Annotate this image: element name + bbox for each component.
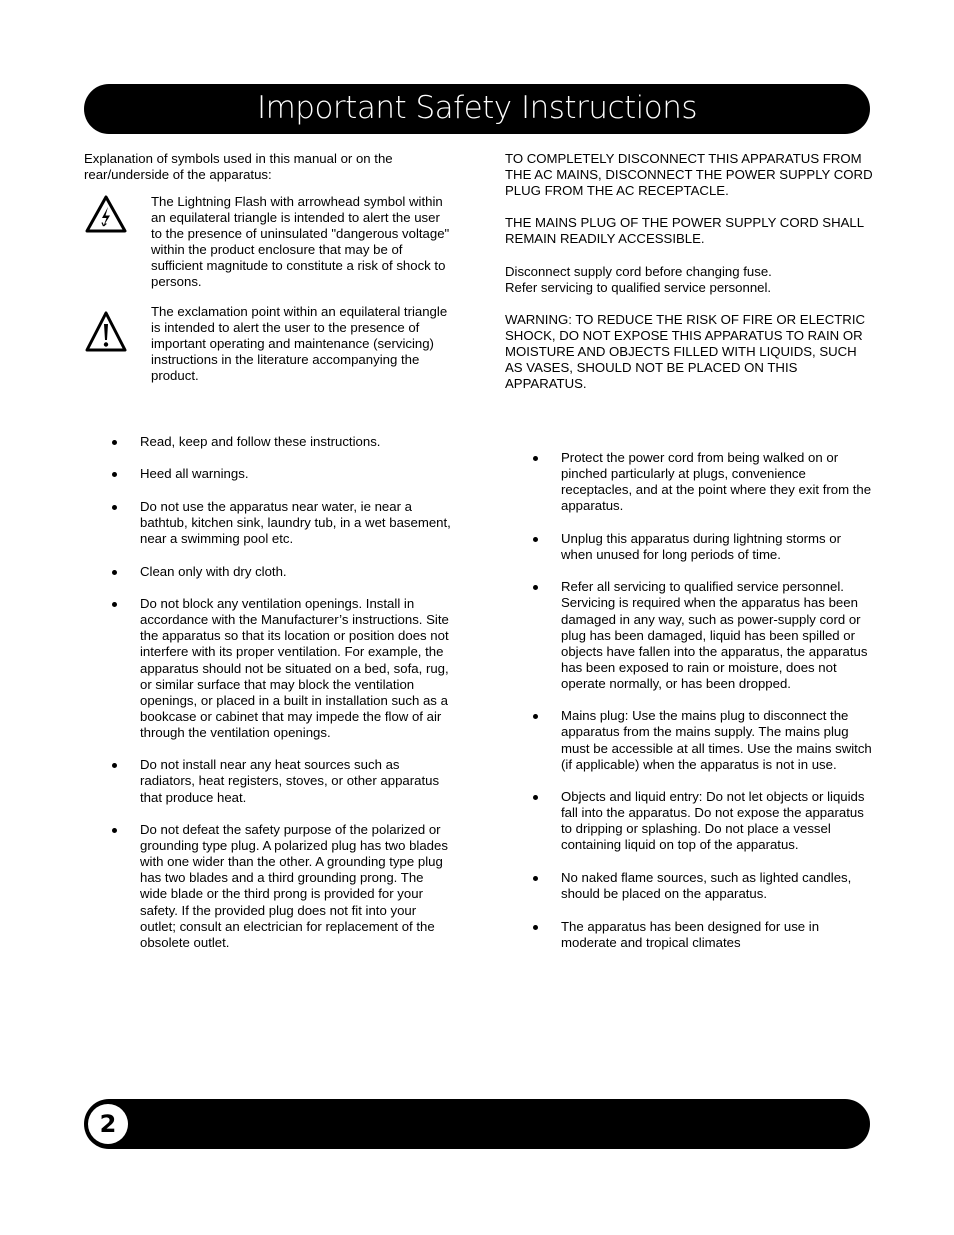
list-item: Protect the power cord from being walked on or pinched particularly at plugs, convenience receptacles, and at the point where they exit from the apparatus. [533,450,873,514]
bullet-icon [533,456,538,461]
fire-shock-warning: WARNING: TO REDUCE THE RISK OF FIRE OR ELECTRIC SHOCK, DO NOT EXPOSE THIS APPARATUS TO RAIN OR MOISTURE AND OBJECTS FILLED WITH LIQUIDS, SUCH AS VASES, SHOULD NOT BE PLACED ON THIS APPARATUS. [505,311,866,392]
list-item: No naked flame sources, such as lighted candles, should be placed on the apparatus. [533,870,873,902]
bullet-icon [533,876,538,881]
list-item: Refer all servicing to qualified service personnel. Servicing is required when the apparatus has been damaged in any way, such as power-supply cord or plug has been damaged, liquid has been spilled or objects have fallen into the apparatus, the apparatus has been exposed to rain or moisture, does not operate normally, or has been dropped. [533,579,873,692]
lightning-symbol-description: The Lightning Flash with arrowhead symbol within an equilateral triangle is intended to alert the user to the presence of uninsulated "dangerous voltage" within the product enclosure that may be of sufficient magnitude to constitute a risk of shock to persons. [151,194,450,290]
bullet-icon [533,537,538,542]
list-item: Mains plug: Use the mains plug to disconnect the apparatus from the mains supply. The mains plug must be accessible at all times. Use the mains switch (if applicable) when the apparatus is not in use. [533,708,873,772]
list-item: Read, keep and follow these instructions. [112,434,452,450]
bullet-icon [112,763,117,768]
bullet-icon [533,585,538,590]
bullet-icon [533,714,538,719]
list-item: Heed all warnings. [112,466,452,482]
list-item: The apparatus has been designed for use in moderate and tropical climates [533,919,873,951]
list-item: Objects and liquid entry: Do not let objects or liquids fall into the apparatus. Do not expose the apparatus to dripping or splashing. Do not place a vessel containing liquid on top of the apparatus. [533,789,873,853]
disconnect-warnings [505,151,875,409]
page-title: Important Safety Instructions [256,90,698,126]
symbols-intro: Explanation of symbols used in this manual or on the rear/underside of the apparatus: [84,151,393,183]
bullet-icon [112,505,117,510]
bullet-icon [112,440,117,445]
bullet-icon [533,795,538,800]
list-item: Clean only with dry cloth. [112,564,452,580]
exclamation-symbol-description: The exclamation point within an equilateral triangle is intended to alert the user to the presence of important operating and maintenance (servicing) instructions in the literature accompanying the product. [151,304,448,384]
lightning-warning-icon [84,194,128,234]
bullet-icon [112,570,117,575]
page-number: 2 [88,1104,128,1144]
list-item: Do not block any ventilation openings. Install in accordance with the Manufacturer’s instructions. Site the apparatus so that its location or position does not interfere with its proper ventilation. For example, the apparatus should not be situated on a bed, sofa, rug, or similar surface that may block the ventilation openings, or placed in a built in installation such as a bookcase or cabinet that may impede the flow of air through the ventilation openings. [112,596,452,741]
bullet-icon [112,828,117,833]
bullet-icon [112,472,117,477]
footer-bar [84,1099,870,1149]
fuse-notice: Disconnect supply cord before changing fuse. Refer servicing to qualified service personnel. [505,263,772,295]
header-bar [84,84,870,134]
list-item: Do not use the apparatus near water, ie near a bathtub, kitchen sink, laundry tub, in a wet basement, near a swimming pool etc. [112,499,452,547]
exclamation-warning-icon [84,308,128,352]
bullet-icon [112,602,117,607]
mains-plug-notice: THE MAINS PLUG OF THE POWER SUPPLY CORD SHALL REMAIN READILY ACCESSIBLE. [505,215,864,247]
safety-list-right [533,450,873,967]
list-item: Do not defeat the safety purpose of the polarized or grounding type plug. A polarized plug has two blades with one wider than the other. A grounding type plug has two blades and a third grounding prong. The wide blade or the third prong is provided for your safety. If the provided plug does not fit into your outlet; consult an electrician for replacement of the obsolete outlet. [112,822,452,951]
list-item: Do not install near any heat sources such as radiators, heat registers, stoves, or other apparatus that produce heat. [112,757,452,805]
list-item: Unplug this apparatus during lightning storms or when unused for long periods of time. [533,531,873,563]
disconnect-notice: TO COMPLETELY DISCONNECT THIS APPARATUS FROM THE AC MAINS, DISCONNECT THE POWER SUPPLY CORD PLUG FROM THE AC RECEPTACLE. [505,151,873,199]
safety-list-left [112,434,452,967]
bullet-icon [533,925,538,930]
